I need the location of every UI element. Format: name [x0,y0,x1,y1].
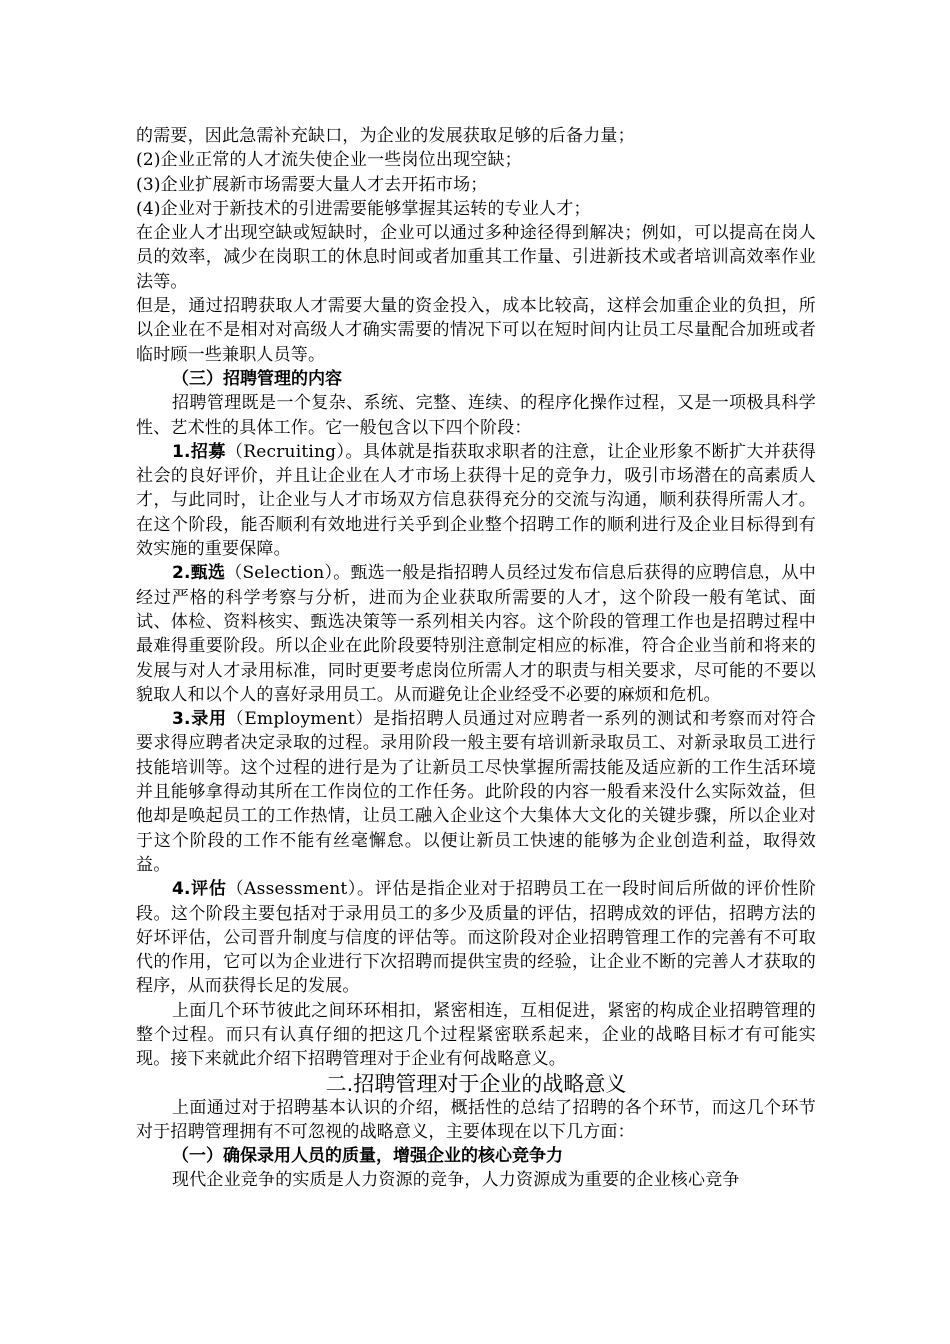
paragraph-stage-employment [136,707,816,877]
stage-body-recruiting: （Recruiting）。具体就是指获取求职者的注意，让企业形象不断扩大并获得社会的良好评价，并且让企业在人才市场上获得十足的竞争力，吸引市场潜在的高素质人才，与此同时，让企业与人才市场双方信息获得充分的交流与沟通，顺利获得所需人才。在这个阶段，能否顺利有效地进行关乎到企业整个招聘工作的顺利进行及企业目标得到有效实施的重要保障。 [136,441,817,560]
paragraph-stage-recruiting [136,440,816,561]
stage-title-selection: 2.甄选 [172,563,226,584]
chapter-heading-strategic-significance: 二.招聘管理对于企业的战略意义 [325,1071,627,1096]
paragraph-chapter-intro: 上面通过对于招聘基本认识的介绍，概括性的总结了招聘的各个环节，而这几个环节对于招聘管理拥有不可忽视的战略意义，主要体现在以下几方面： [136,1097,816,1142]
paragraph-cost: 但是，通过招聘获取人才需要大量的资金投入，成本比较高，这样会加重企业的负担，所以企业在不是相对对高级人才确实需要的情况下可以在短时间内让员工尽量配合加班或者临时顾一些兼职人员等。 [136,296,816,365]
stage-title-recruiting: 1.招募 [172,441,226,462]
intro-line-3: (3)企业扩展新市场需要大量人才去开拓市场； [136,174,488,195]
intro-line-need: 的需要，因此急需补充缺口，为企业的发展获取足够的后备力量； [136,126,635,146]
paragraph-section-intro: 招聘管理既是一个复杂、系统、完整、连续、的程序化操作过程，又是一项极具科学性、艺术性的具体工作。它一般包含以下四个阶段： [136,393,816,438]
intro-line-4: (4)企业对于新技术的引进需要能够掌握其运转的专业人才； [136,198,591,219]
subsection-heading-quality: （一）确保录用人员的质量，增强企业的核心竞争力 [172,1146,563,1167]
stage-body-selection: （Selection）。甄选一般是指招聘人员经过发布信息后获得的应聘信息，从中经过严格的科学考察与分析，进而为企业获取所需要的人才，这个阶段一般有笔试、面试、体检、资料核实、甄选决策等一系列相关内容。这个阶段的管理工作也是招聘过程中最难得重要阶段。所以企业在此阶段要特别注意制定相应的标准，符合企业当前和将来的发展与对人才录用标准，同时更要考虑岗位所需人才的职责与相关要求，尽可能的不要以貌取人和以个人的喜好录用员工。从而避免让企业经受不必要的麻烦和危机。 [136,563,816,705]
section-heading-recruitment-content: （三）招聘管理的内容 [172,368,342,389]
stage-title-employment: 3.录用 [172,709,227,730]
paragraph-competition: 现代企业竞争的实质是人力资源的竞争，人力资源成为重要的企业核心竞争 [172,1170,740,1191]
paragraph-stage-assessment [136,877,816,998]
stage-title-assessment: 4.评估 [172,879,227,900]
intro-line-2: (2)企业正常的人才流失使企业一些岗位出现空缺； [136,150,522,171]
paragraph-alternatives: 在企业人才出现空缺或短缺时，企业可以通过多种途径得到解决；例如，可以提高在岗人员的效率，减少在岗职工的休息时间或者加重其工作量、引进新技术或者培训高效率作业法等。 [136,223,816,292]
stage-body-assessment: （Assessment）。评估是指企业对于招聘员工在一段时间后所做的评价性阶段。这个阶段主要包括对于录用员工的多少及质量的评估，招聘成效的评估，招聘方法的好坏评估，公司晋升制度与信度的评估等。而这阶段对企业招聘管理工作的完善有不可取代的作用，它可以为企业进行下次招聘而提供宝贵的经验，让企业不断的完善人才获取的程序，从而获得长足的发展。 [136,879,817,997]
stage-body-employment: （Employment）是指招聘人员通过对应聘者一系列的测试和考察而对符合要求得应聘者决定录取的过程。录用阶段一般主要有培训新录取员工、对新录取员工进行技能培训等。这个过程的进行是为了让新员工尽快掌握所需技能及适应新的工作生活环境并且能够拿得动其所在工作岗位的工作任务。此阶段的内容一般看来没什么实际效益，但他却是唤起员工的工作热情，让员工融入企业这个大集体大文化的关键步骤，所以企业对于这个阶段的工作不能有丝毫懈怠。以便让新员工快速的能够为企业创造利益，取得效益。 [136,709,816,875]
paragraph-section-conclusion: 上面几个环节彼此之间环环相扣，紧密相连，互相促进，紧密的构成企业招聘管理的整个过程。而只有认真仔细的把这几个过程紧密联系起来，企业的战略目标才有可能实现。接下来就此介绍下招聘管理对于企业有何战略意义。 [136,1000,816,1070]
paragraph-stage-selection [136,561,816,707]
document-body [136,124,816,1193]
